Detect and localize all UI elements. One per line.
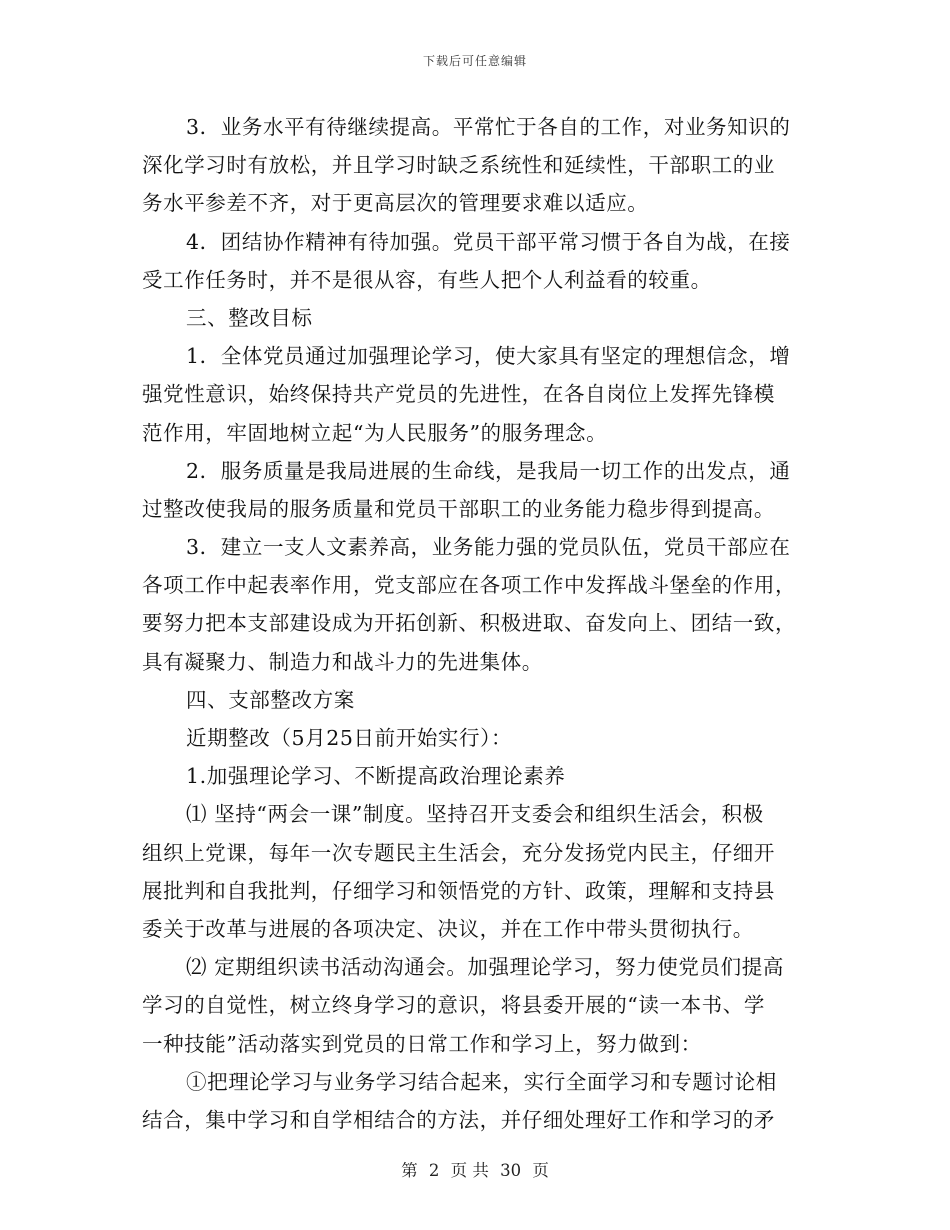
text-line: 要努力把本支部建设成为开拓创新、积极进取、奋发向上、团结一致， [142, 611, 797, 636]
footer-middle: 页 共 [450, 1161, 489, 1180]
page-footer [0, 1157, 950, 1181]
text-line: 2．服务质量是我局进展的生命线，是我局一切工作的出发点，通 [186, 458, 791, 483]
text-line: ⑵ 定期组织读书活动沟通会。加强理论学习，努力使党员们提高 [186, 955, 784, 980]
footer-total-pages: 30 [500, 1161, 522, 1180]
text-line: 4．团结协作精神有待加强。党员干部平常习惯于各自为战，在接 [186, 229, 791, 254]
text-line: 三、整改目标 [186, 305, 313, 330]
text-line: 组织上党课，每年一次专题民主生活会，充分发扬党内民主，仔细开 [142, 840, 775, 865]
text-line: 3．建立一支人文素养高，业务能力强的党员队伍，党员干部应在 [186, 535, 791, 560]
footer-current-page: 2 [428, 1161, 440, 1180]
text-line: 委关于改革与进展的各项决定、决议，并在工作中带头贯彻执行。 [142, 916, 754, 941]
text-line: ⑴ 坚持“两会一课”制度。坚持召开支委会和组织生活会，积极 [186, 802, 764, 827]
text-line: 各项工作中起表率作用，党支部应在各项工作中发挥战斗堡垒的作用， [142, 573, 797, 598]
text-line: 受工作任务时，并不是很从容，有些人把个人利益看的较重。 [142, 267, 712, 292]
text-line: 3．业务水平有待继续提高。平常忙于各自的工作，对业务知识的 [186, 115, 791, 139]
text-line: 深化学习时有放松，并且学习时缺乏系统性和延续性，干部职工的业 [142, 153, 775, 178]
text-line: 务水平参差不齐，对于更高层次的管理要求难以适应。 [142, 191, 649, 216]
text-line: 范作用，牢固地树立起“为人民服务”的服务理念。 [142, 420, 608, 445]
text-line: 展批判和自我批判，仔细学习和领悟党的方针、政策，理解和支持县 [142, 878, 775, 903]
text-line: 学习的自觉性，树立终身学习的意识，将县委开展的“读一本书、学 [142, 993, 765, 1018]
text-line: ①把理论学习与业务学习结合起来，实行全面学习和专题讨论相 [186, 1069, 777, 1094]
text-line: 结合，集中学习和自学相结合的方法，并仔细处理好工作和学习的矛 [142, 1107, 775, 1132]
document-body [142, 108, 808, 1139]
text-line: 1．全体党员通过加强理论学习，使大家具有坚定的理想信念，增 [186, 344, 791, 369]
footer-suffix: 页 [532, 1161, 549, 1180]
page-header-note: 下载后可任意编辑 [422, 54, 527, 68]
footer-prefix: 第 [401, 1161, 418, 1180]
text-line: 四、支部整改方案 [186, 687, 355, 712]
text-line: 过整改使我局的服务质量和党员干部职工的业务能力稳步得到提高。 [142, 496, 775, 521]
text-line: 近期整改（5月25日前开始实行）： [186, 726, 513, 750]
text-line: 强党性意识，始终保持共产党员的先进性，在各自岗位上发挥先锋模 [142, 382, 775, 407]
text-line: 具有凝聚力、制造力和战斗力的先进集体。 [142, 649, 543, 674]
text-line: 1.加强理论学习、不断提高政治理论素养 [186, 764, 566, 789]
text-line: 一种技能”活动落实到党员的日常工作和学习上，努力做到： [142, 1031, 702, 1056]
